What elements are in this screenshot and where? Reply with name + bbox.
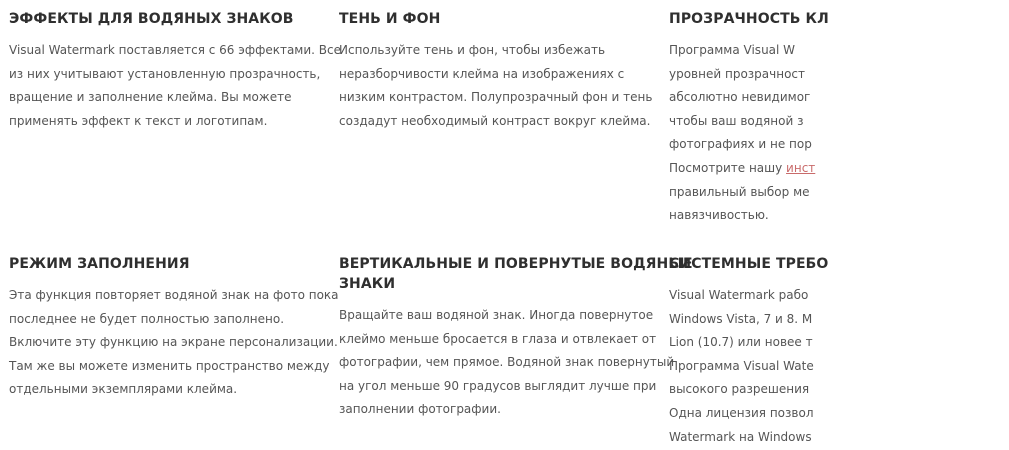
feature-text-line: применять эффект к текст и логотипам. xyxy=(9,113,268,128)
feature-text-line: Windows Vista, 7 и 8. М xyxy=(669,311,813,326)
feature-effects xyxy=(9,9,342,133)
feature-text-line: создадут необходимый контраст вокруг клейма. xyxy=(339,113,651,128)
feature-description xyxy=(9,284,339,402)
feature-title: ЭФФЕКТЫ ДЛЯ ВОДЯНЫХ ЗНАКОВ xyxy=(9,11,294,27)
feature-text-line: Эта функция повторяет водяной знак на фото пока xyxy=(9,288,339,302)
feature-title: РЕЖИМ ЗАПОЛНЕНИЯ xyxy=(9,256,190,272)
feature-text-line: чтобы ваш водяной з xyxy=(669,113,804,128)
feature-text-line: Включите эту функцию на экране персонализации. xyxy=(9,335,338,350)
feature-description xyxy=(339,39,653,133)
feature-text-line: Программа Visual W xyxy=(669,43,796,57)
feature-title xyxy=(339,254,693,294)
feature-vertical-rotated xyxy=(339,254,693,422)
feature-title-line: ЗНАКИ xyxy=(339,276,396,292)
feature-description xyxy=(9,39,342,133)
feature-text-line: правильный выбор ме xyxy=(669,184,810,199)
feature-text-line: вращение и заполнение клейма. Вы можете xyxy=(9,90,292,105)
feature-fill-mode xyxy=(9,254,339,402)
feature-text-line: Watermark на Windows xyxy=(669,429,812,444)
feature-text-line: клеймо меньше бросается в глаза и отвлекает от xyxy=(339,331,657,346)
feature-text-line: Вращайте ваш водяной знак. Иногда повернутое xyxy=(339,308,654,322)
feature-text-line: неразборчивости клейма на изображениях с xyxy=(339,66,625,81)
feature-text-segment: Посмотрите нашу xyxy=(669,160,787,175)
feature-text-line: абсолютно невидимог xyxy=(669,90,811,105)
feature-text-line: высокого разрешения xyxy=(669,382,810,397)
feature-text-line: заполнении фотографии. xyxy=(339,402,501,417)
feature-text-line: низким контрастом. Полупрозрачный фон и тень xyxy=(339,90,653,105)
feature-text-line: фотографии, чем прямое. Водяной знак повернутый xyxy=(339,355,675,370)
feature-title: СИСТЕМНЫЕ ТРЕБО xyxy=(669,256,829,272)
feature-text-line: Там же вы можете изменить пространство между xyxy=(9,358,330,373)
feature-text-line: фотографиях и не пор xyxy=(669,137,812,152)
feature-title: ПРОЗРАЧНОСТЬ КЛ xyxy=(669,11,829,27)
feature-description xyxy=(669,39,1009,228)
feature-text-line: отдельными экземплярами клейма. xyxy=(9,382,238,397)
feature-description xyxy=(669,284,1009,449)
feature-shadow-background xyxy=(339,9,653,133)
feature-text-line: последнее не будет полностью заполнено. xyxy=(9,311,285,326)
feature-text-line: из них учитывают установленную прозрачность, xyxy=(9,66,321,81)
feature-text-line: Lion (10.7) или новее т xyxy=(669,335,813,350)
feature-title: ТЕНЬ И ФОН xyxy=(339,11,441,27)
feature-text-line xyxy=(669,157,1009,181)
feature-system-requirements xyxy=(669,254,1009,449)
feature-text-line: Visual Watermark поставляется с 66 эффектами. Все xyxy=(9,43,342,57)
instructions-link[interactable]: инст xyxy=(786,160,816,175)
feature-title-line: ВЕРТИКАЛЬНЫЕ И ПОВЕРНУТЫЕ ВОДЯНЫЕ xyxy=(339,256,693,272)
feature-text-line: навязчивостью. xyxy=(669,208,769,223)
feature-transparency xyxy=(669,9,1009,228)
feature-text-line: уровней прозрачност xyxy=(669,66,805,81)
feature-text-line: Используйте тень и фон, чтобы избежать xyxy=(339,43,606,57)
feature-description xyxy=(339,304,675,422)
feature-text-line: Одна лицензия позвол xyxy=(669,405,814,420)
feature-text-line: на угол меньше 90 градусов выглядит лучше при xyxy=(339,378,657,393)
feature-text-line: Программа Visual Wate xyxy=(669,358,814,373)
feature-text-line: Visual Watermark рабо xyxy=(669,288,809,302)
